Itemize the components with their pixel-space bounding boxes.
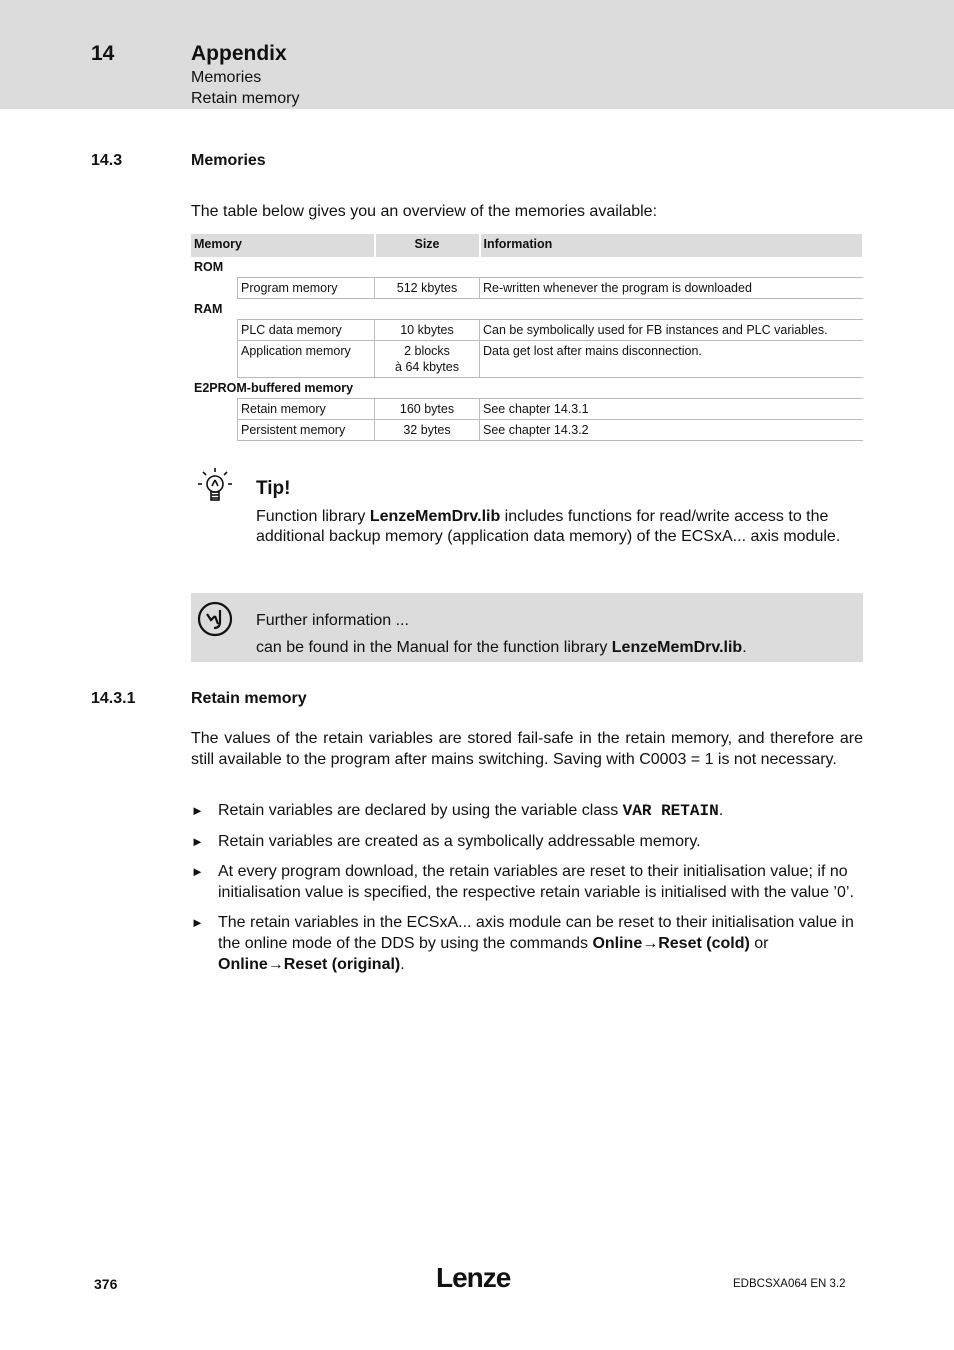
cell-info: Can be symbolically used for FB instances and PLC variables. [480, 320, 864, 341]
document-id: EDBCSXA064 EN 3.2 [733, 1278, 846, 1290]
section-number: 14.3 [91, 152, 123, 169]
tip-text: Function library LenzeMemDrv.lib includes functions for read/write access to the additional backup memory (application data memory) of the ECSxA... axis module. [256, 508, 841, 545]
cell-memory: Program memory [238, 278, 375, 299]
intro-paragraph: The table below gives you an overview of the memories available: [191, 203, 658, 220]
cell-memory: Retain memory [238, 399, 375, 420]
lightbulb-icon [195, 466, 235, 506]
header-memory: Memory [191, 234, 375, 257]
cell-memory: Application memory [238, 341, 375, 378]
list-item: ► Retain variables are declared by using the variable class VAR RETAIN. [191, 802, 724, 820]
chapter-title: Appendix [191, 42, 287, 65]
list-item: ► The retain variables in the ECSxA... axis module can be reset to their initialisation value in the online mode of the DDS by using the commands Online→Reset (cold) or Online→Reset (original). [191, 914, 854, 973]
tip-heading: Tip! [256, 478, 291, 499]
size-line-2: à 64 kbytes [395, 360, 459, 374]
header-size: Size [375, 234, 480, 257]
note-line-1: Further information ... [256, 612, 409, 629]
table-row [191, 420, 863, 441]
cell-info: See chapter 14.3.2 [480, 420, 864, 441]
cell-info: Data get lost after mains disconnection. [480, 341, 864, 378]
header-information: Information [480, 234, 864, 257]
table-row [191, 278, 863, 299]
reference-hand-icon [196, 600, 234, 638]
cell-memory: Persistent memory [238, 420, 375, 441]
cell-memory: PLC data memory [238, 320, 375, 341]
cell-size: 512 kbytes [375, 278, 480, 299]
page-number: 376 [94, 1276, 118, 1292]
subsection-number: 14.3.1 [91, 690, 136, 707]
bullet-list [191, 800, 863, 984]
lenze-logo: Lenze [436, 1262, 511, 1293]
group-rom: ROM [194, 260, 224, 274]
section-title: Memories [191, 152, 266, 169]
cell-size: 10 kbytes [375, 320, 480, 341]
group-ram: RAM [194, 302, 223, 316]
group-e2prom: E2PROM-buffered memory [194, 381, 354, 395]
table-row [191, 320, 863, 341]
header-subtitle-2: Retain memory [191, 90, 300, 107]
table-header-row [191, 234, 863, 257]
cell-size [375, 341, 480, 378]
size-line-1: 2 blocks [404, 344, 450, 358]
page-header [0, 0, 954, 109]
memories-table [191, 234, 864, 441]
command-reset-original: Online→Reset (original) [218, 956, 401, 973]
code-var-retain: VAR RETAIN [622, 802, 719, 820]
header-subtitle-1: Memories [191, 69, 262, 86]
note-line-2: can be found in the Manual for the function library LenzeMemDrv.lib. [256, 639, 747, 656]
retain-paragraph: The values of the retain variables are stored fail-safe in the retain memory, and therefore are still available to the program after mains switching. Saving with C0003 = 1 is not necessary. [191, 730, 863, 768]
cell-size: 160 bytes [375, 399, 480, 420]
cell-info: Re-written whenever the program is downloaded [480, 278, 864, 299]
bullet-marker: ► [191, 834, 204, 849]
list-item: ► Retain variables are created as a symbolically addressable memory. [191, 833, 701, 850]
library-name: LenzeMemDrv.lib [369, 508, 501, 525]
cell-size: 32 bytes [375, 420, 480, 441]
table-row [191, 341, 863, 378]
bullet-marker: ► [191, 803, 204, 818]
bullet-marker: ► [191, 864, 204, 879]
command-reset-cold: Online→Reset (cold) [592, 935, 750, 952]
chapter-number: 14 [91, 42, 115, 65]
table-row [191, 399, 863, 420]
subsection-title: Retain memory [191, 690, 307, 707]
bullet-marker: ► [191, 915, 204, 930]
list-item: ► At every program download, the retain variables are reset to their initialisation value; if no initialisation value is specified, the respective retain variable is initialised with the value ’0’. [191, 863, 854, 901]
cell-info: See chapter 14.3.1 [480, 399, 864, 420]
